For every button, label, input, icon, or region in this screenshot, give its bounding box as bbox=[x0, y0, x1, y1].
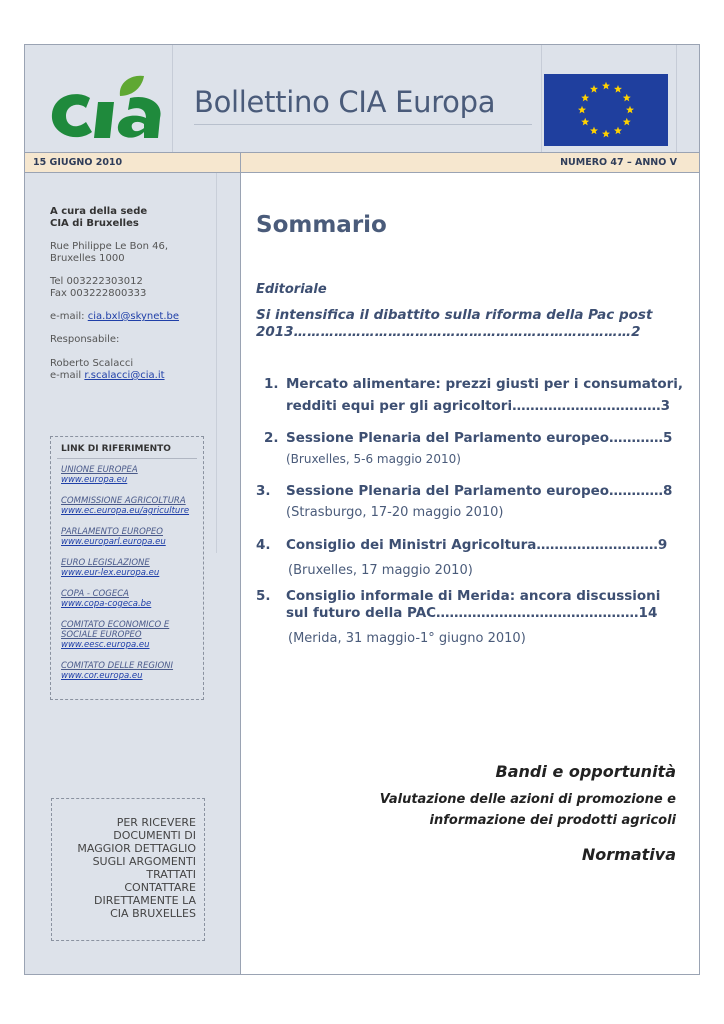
link-name: PARLAMENTO EUROPEO bbox=[61, 527, 163, 537]
normativa-heading: Normativa bbox=[581, 845, 676, 864]
link-item[interactable] bbox=[61, 558, 159, 578]
curated-by: A cura della sede bbox=[50, 206, 148, 217]
toc-item-5-detail: (Merida, 31 maggio-1° giugno 2010) bbox=[288, 631, 526, 646]
responsible-label: Responsabile: bbox=[50, 334, 120, 345]
editorial-line-2[interactable]: 2013…………………………………………………………………2 bbox=[256, 324, 641, 340]
email-link[interactable]: cia.bxl@skynet.be bbox=[87, 311, 180, 322]
info-line: SUGLI ARGOMENTI bbox=[92, 855, 196, 868]
cia-logo bbox=[48, 72, 170, 142]
link-item[interactable] bbox=[61, 589, 151, 609]
flag-star bbox=[614, 85, 622, 93]
links-box bbox=[50, 436, 204, 700]
issue-date: 15 GIUGNO 2010 bbox=[33, 157, 123, 168]
address-line-2: Bruxelles 1000 bbox=[50, 253, 125, 264]
fax: Fax 003222800333 bbox=[50, 288, 147, 299]
info-line: DOCUMENTI DI bbox=[113, 829, 196, 842]
link-name: COMMISSIONE AGRICOLTURA bbox=[61, 496, 186, 506]
link-url[interactable]: www.eesc.europa.eu bbox=[61, 640, 150, 650]
toc-item-4-detail: (Bruxelles, 17 maggio 2010) bbox=[288, 563, 473, 578]
curated-office: CIA di Bruxelles bbox=[50, 218, 139, 229]
date-band bbox=[25, 152, 699, 173]
link-item[interactable] bbox=[61, 661, 173, 681]
bulletin-title: Bollettino CIA Europa bbox=[194, 85, 496, 119]
toc-item-1-line-2[interactable]: redditi equi per gli agricoltori……………………………3 bbox=[286, 398, 670, 414]
flag-star bbox=[602, 130, 610, 138]
email-row bbox=[50, 311, 179, 323]
toc-item-5-line-2[interactable]: sul futuro della PAC………………………………………14 bbox=[286, 605, 658, 621]
editorial-heading: Editoriale bbox=[256, 282, 327, 297]
links-title: LINK DI RIFERIMENTO bbox=[61, 444, 171, 454]
toc-item-3-detail: (Strasburgo, 17-20 maggio 2010) bbox=[286, 505, 504, 520]
link-name: EURO LEGISLAZIONE bbox=[61, 558, 150, 568]
summary-title: Sommario bbox=[256, 212, 387, 238]
toc-item-4[interactable]: Consiglio dei Ministri Agricoltura………………………9 bbox=[286, 537, 668, 553]
bandi-heading: Bandi e opportunità bbox=[495, 762, 676, 781]
info-line: TRATTATI bbox=[146, 868, 196, 881]
eu-flag-icon bbox=[544, 74, 668, 146]
flag-star bbox=[581, 118, 589, 126]
link-name: COMITATO DELLE REGIONI bbox=[61, 661, 174, 671]
responsible-name: Roberto Scalacci bbox=[50, 358, 134, 369]
toc-item-3[interactable]: Sessione Plenaria del Parlamento europeo…………8 bbox=[286, 483, 673, 499]
issue-number: NUMERO 47 – ANNO V bbox=[560, 157, 677, 168]
item-number: 4. bbox=[256, 537, 271, 553]
flag-star bbox=[602, 82, 610, 90]
link-item[interactable] bbox=[61, 465, 138, 485]
link-item[interactable] bbox=[61, 496, 189, 516]
toc-item-2[interactable]: Sessione Plenaria del Parlamento europeo…………5 bbox=[286, 430, 673, 446]
item-number: 5. bbox=[256, 588, 271, 604]
toc-item-1[interactable]: Mercato alimentare: prezzi giusti per i consumatori, bbox=[286, 376, 684, 392]
flag-star bbox=[590, 85, 598, 93]
link-url[interactable]: www.copa-cogeca.be bbox=[61, 599, 152, 609]
flag-star bbox=[626, 106, 634, 114]
flag-star bbox=[581, 94, 589, 102]
info-line: PER RICEVERE bbox=[116, 816, 196, 829]
link-item[interactable] bbox=[61, 620, 169, 650]
item-number: 3. bbox=[256, 483, 271, 499]
item-number: 2. bbox=[264, 430, 279, 446]
info-line: CONTATTARE bbox=[124, 881, 196, 894]
flag-star bbox=[623, 94, 631, 102]
link-url[interactable]: www.europa.eu bbox=[61, 475, 128, 485]
title-rule bbox=[194, 124, 532, 125]
responsible-email-link[interactable]: r.scalacci@cia.it bbox=[84, 370, 165, 381]
link-name: SOCIALE EUROPEO bbox=[61, 630, 142, 640]
phone: Tel 003222303012 bbox=[50, 276, 143, 287]
link-name: COPA - COGECA bbox=[61, 589, 129, 599]
link-name: COMITATO ECONOMICO E bbox=[61, 620, 170, 630]
bandi-line-1[interactable]: Valutazione delle azioni di promozione e bbox=[379, 792, 676, 807]
email-label: e-mail: bbox=[50, 311, 88, 322]
responsible-email-row bbox=[50, 370, 165, 382]
flag-star bbox=[614, 127, 622, 135]
toc-item-5[interactable]: Consiglio informale di Merida: ancora discussioni bbox=[286, 588, 661, 604]
toc-item-2-detail: (Bruxelles, 5-6 maggio 2010) bbox=[286, 452, 461, 466]
address-line-1: Rue Philippe Le Bon 46, bbox=[50, 241, 169, 252]
link-url[interactable]: www.europarl.europa.eu bbox=[61, 537, 166, 547]
link-url[interactable]: www.ec.europa.eu/agriculture bbox=[61, 506, 190, 516]
link-url[interactable]: www.cor.europa.eu bbox=[61, 671, 143, 681]
item-number: 1. bbox=[264, 376, 279, 392]
flag-star bbox=[590, 127, 598, 135]
editorial-line-1[interactable]: Si intensifica il dibattito sulla riforma della Pac post bbox=[256, 307, 653, 323]
info-line: DIRETTAMENTE LA bbox=[94, 894, 196, 907]
contact-info-box bbox=[51, 798, 205, 941]
info-line: MAGGIOR DETTAGLIO bbox=[77, 842, 196, 855]
link-name: UNIONE EUROPEA bbox=[61, 465, 138, 475]
responsible-email-label: e-mail bbox=[50, 370, 85, 381]
bandi-line-2[interactable]: informazione dei prodotti agricoli bbox=[429, 813, 676, 828]
flag-star bbox=[623, 118, 631, 126]
info-line: CIA BRUXELLES bbox=[110, 907, 196, 920]
link-url[interactable]: www.eur-lex.europa.eu bbox=[61, 568, 160, 578]
link-item[interactable] bbox=[61, 527, 166, 547]
flag-star bbox=[578, 106, 586, 114]
